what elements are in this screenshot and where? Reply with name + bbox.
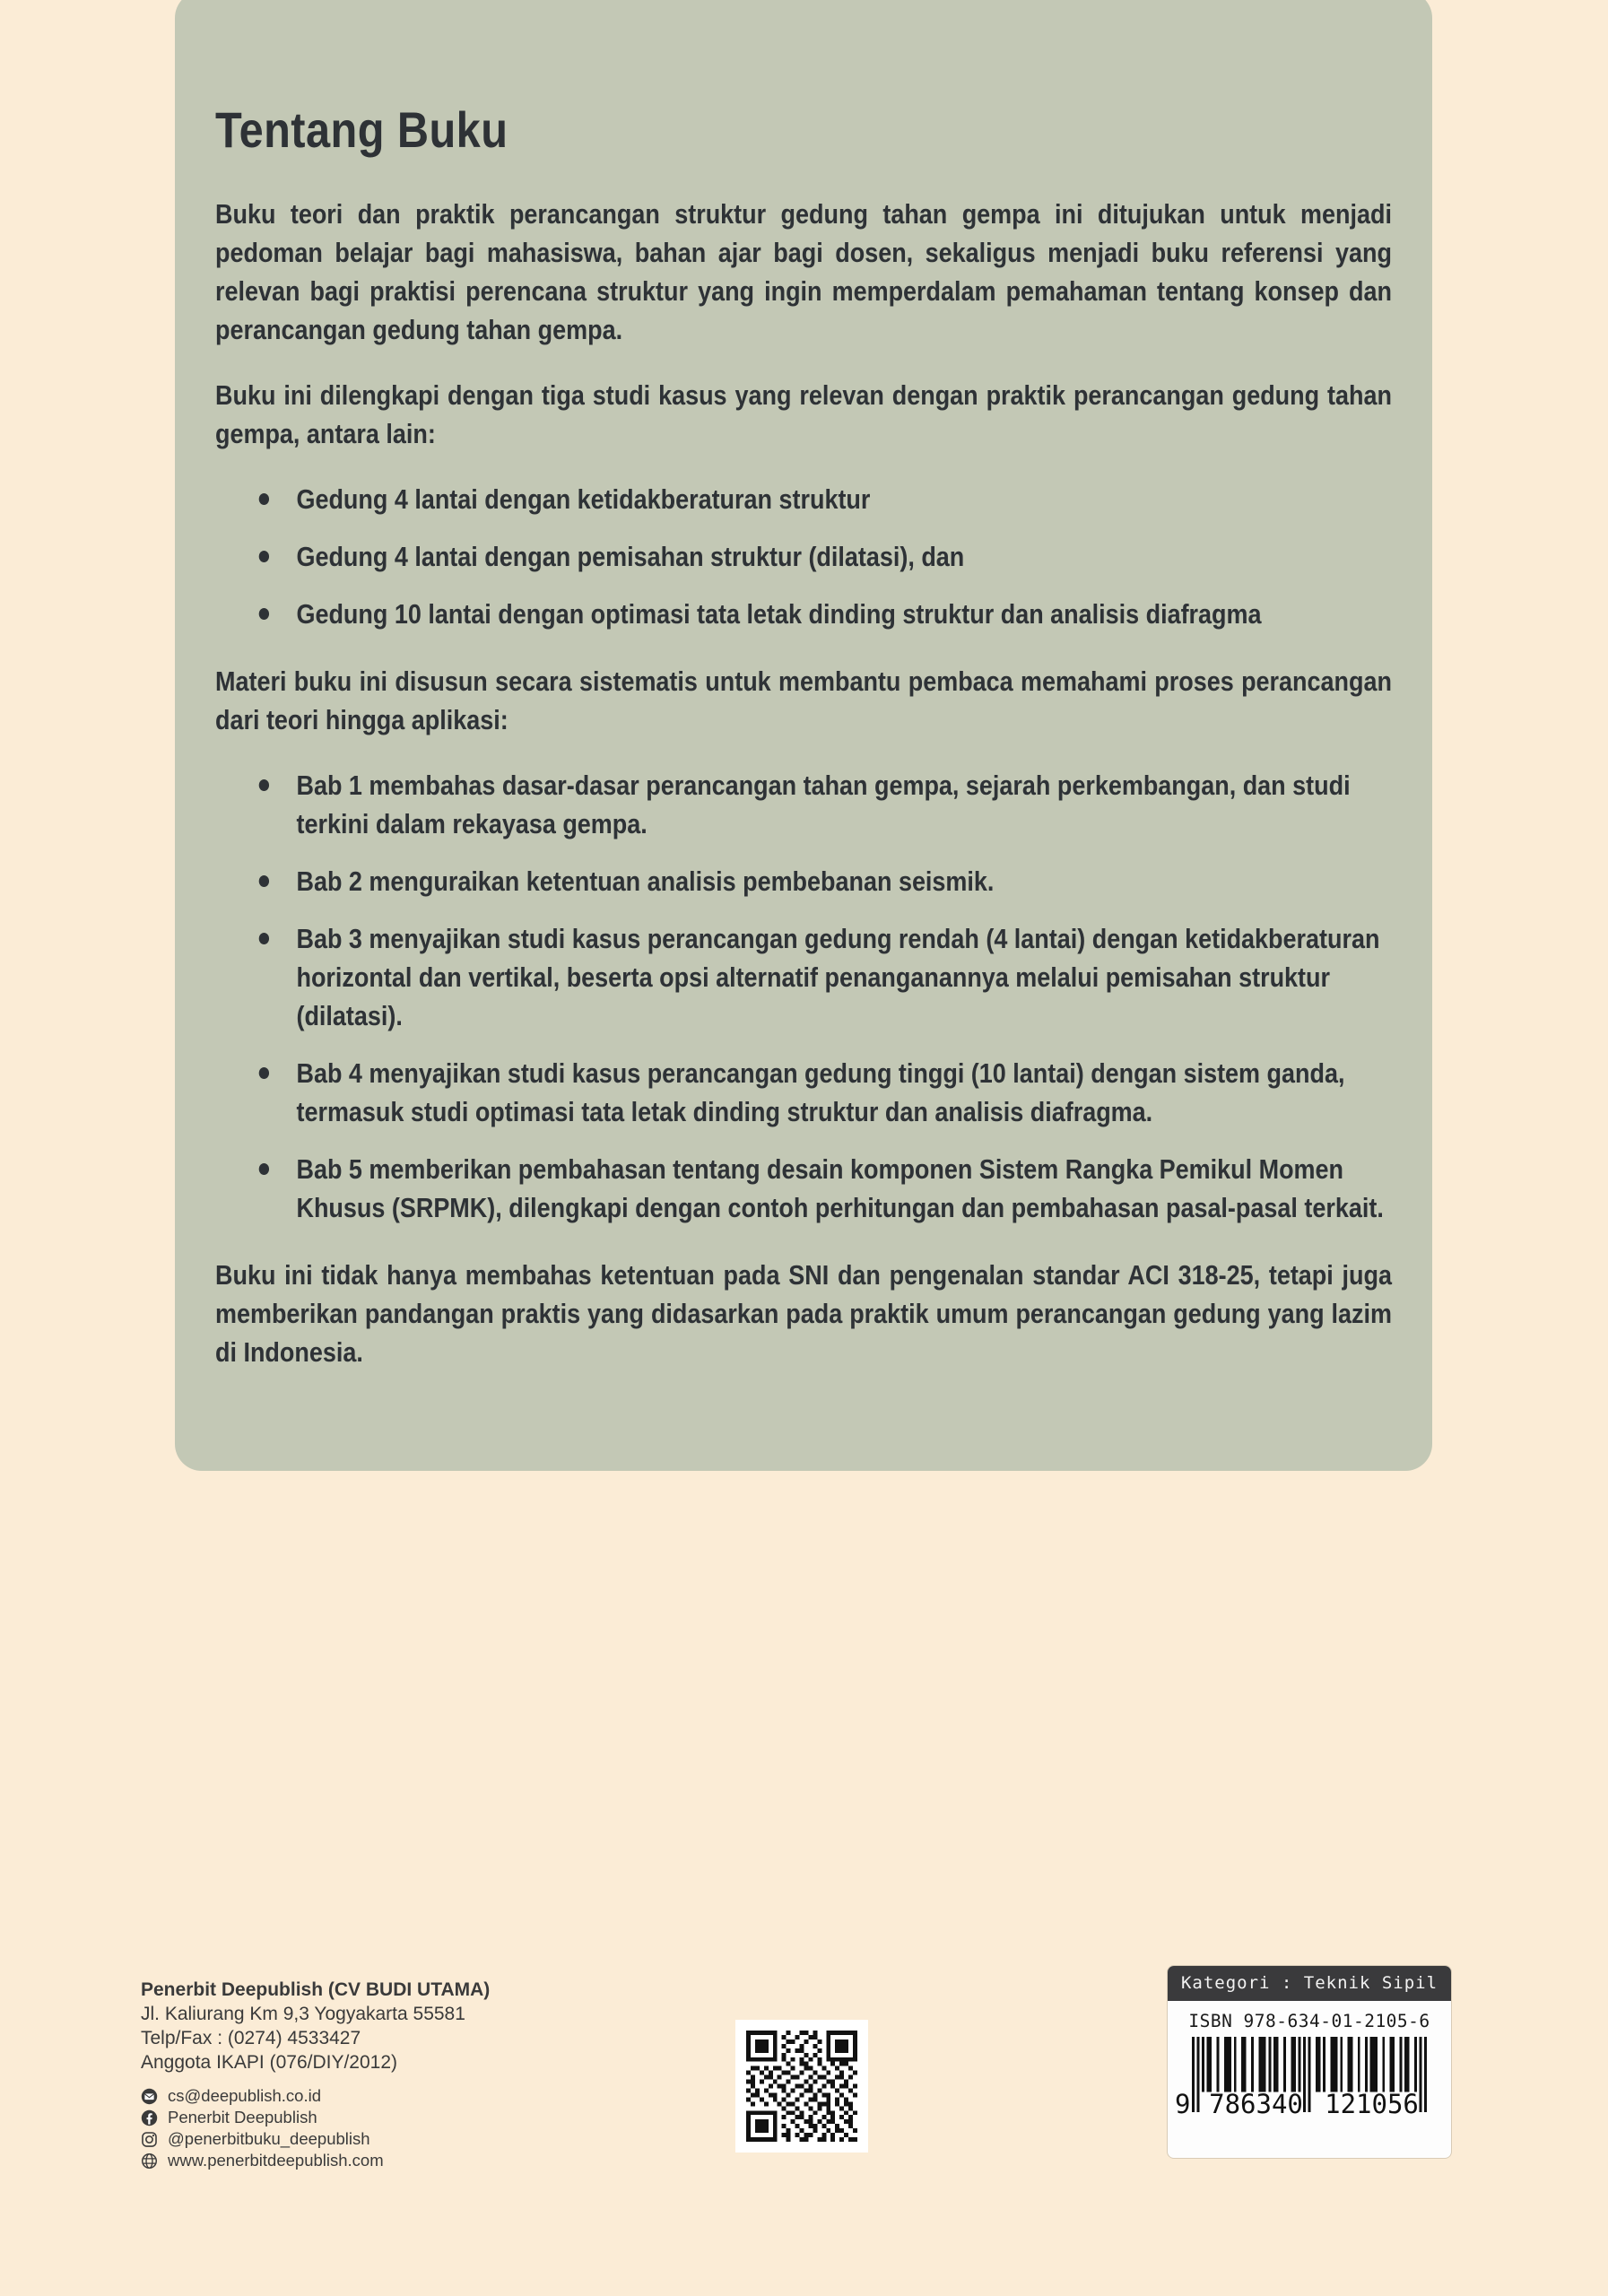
contact-email-label: cs@deepublish.co.id — [168, 2086, 321, 2105]
chapter-bullet: Bab 1 membahas dasar-dasar perancangan tahan gempa, sejarah perkembangan, dan studi terkini dalam rekayasa gempa. — [215, 766, 1388, 843]
isbn-number: ISBN 978-634-01-2105-6 — [1188, 2011, 1430, 2031]
case-bullet: Gedung 4 lantai dengan pemisahan struktur (dilatasi), dan — [215, 537, 1388, 576]
barcode-digit-group: 9 — [1175, 2089, 1191, 2119]
category-band: Kategori : Teknik Sipil — [1168, 1966, 1451, 2001]
about-panel — [175, 0, 1432, 1471]
publisher-name: Penerbit Deepublish (CV BUDI UTAMA) — [141, 1979, 491, 2000]
contact-facebook-label: Penerbit Deepublish — [168, 2108, 317, 2126]
chapter-bullet: Bab 5 memberikan pembahasan tentang desain komponen Sistem Rangka Pemikul Momen Khusus (SRPMK), dilengkapi dengan contoh perhitungan dan pembahasan pasal-pasal terkait. — [215, 1150, 1388, 1227]
page-title: Tentang Buku — [215, 101, 508, 158]
qr-code-pattern — [746, 2031, 857, 2142]
chapter-bullet-list — [215, 766, 1392, 1227]
contact-website — [141, 2150, 490, 2171]
qr-code — [735, 2020, 868, 2152]
case-bullet: Gedung 4 lantai dengan ketidakberaturan struktur — [215, 480, 1388, 518]
contact-facebook — [141, 2107, 490, 2128]
chapter-bullet: Bab 2 menguraikan ketentuan analisis pembebanan seismik. — [215, 862, 1388, 900]
contact-website-label: www.penerbitdeepublish.com — [168, 2151, 384, 2170]
facebook-icon — [141, 2109, 158, 2126]
contact-instagram — [141, 2128, 490, 2150]
publisher-membership: Anggota IKAPI (076/DIY/2012) — [141, 2052, 398, 2073]
publisher-address: Jl. Kaliurang Km 9,3 Yogyakarta 55581 — [141, 2004, 465, 2024]
barcode-digit-group: 121056 — [1325, 2089, 1419, 2119]
case-bullet: Gedung 10 lantai dengan optimasi tata letak dinding struktur dan analisis diafragma — [215, 595, 1388, 633]
case-bullet-list — [215, 480, 1392, 633]
barcode-digit-group: 786340 — [1209, 2089, 1303, 2119]
chapter-bullet: Bab 4 menyajikan studi kasus perancangan gedung tinggi (10 lantai) dengan sistem ganda, termasuk studi optimasi tata letak dinding struktur dan analisis diafragma. — [215, 1054, 1388, 1131]
publisher-block — [141, 1978, 490, 2171]
about-panel-content — [215, 100, 1392, 1371]
email-icon — [141, 2088, 158, 2105]
contact-instagram-label: @penerbitbuku_deepublish — [168, 2129, 370, 2148]
contact-email — [141, 2085, 490, 2107]
instagram-icon — [141, 2131, 158, 2148]
publisher-contacts — [141, 2085, 490, 2171]
isbn-barcode-card — [1168, 1966, 1451, 2158]
globe-icon — [141, 2152, 158, 2170]
about-paragraph-cases-intro: Buku ini dilengkapi dengan tiga studi kasus yang relevan dengan praktik perancangan gedung tahan gempa, antara lain: — [215, 379, 1392, 449]
barcode-digits — [1168, 2089, 1451, 2125]
about-paragraph-closing: Buku ini tidak hanya membahas ketentuan pada SNI dan pengenalan standar ACI 318-25, tetapi juga memberikan pandangan praktis yang didasarkan pada praktik umum perancangan gedung yang lazim di Indonesia. — [215, 1259, 1392, 1368]
publisher-phone: Telp/Fax : (0274) 4533427 — [141, 2028, 361, 2048]
chapter-bullet: Bab 3 menyajikan studi kasus perancangan gedung rendah (4 lantai) dengan ketidakberaturan horizontal dan vertikal, beserta opsi alternatif penanganannya melalui pemisahan struktur (dilatasi). — [215, 919, 1388, 1035]
about-paragraph-chapters-intro: Materi buku ini disusun secara sistematis untuk membantu pembaca memahami proses perancangan dari teori hingga aplikasi: — [215, 665, 1392, 735]
about-paragraph-intro: Buku teori dan praktik perancangan struktur gedung tahan gempa ini ditujukan untuk menjadi pedoman belajar bagi mahasiswa, bahan ajar bagi dosen, sekaligus menjadi buku referensi yang relevan bagi praktisi perencana struktur yang ingin memperdalam pemahaman tentang konsep dan perancangan gedung tahan gempa. — [215, 198, 1392, 345]
